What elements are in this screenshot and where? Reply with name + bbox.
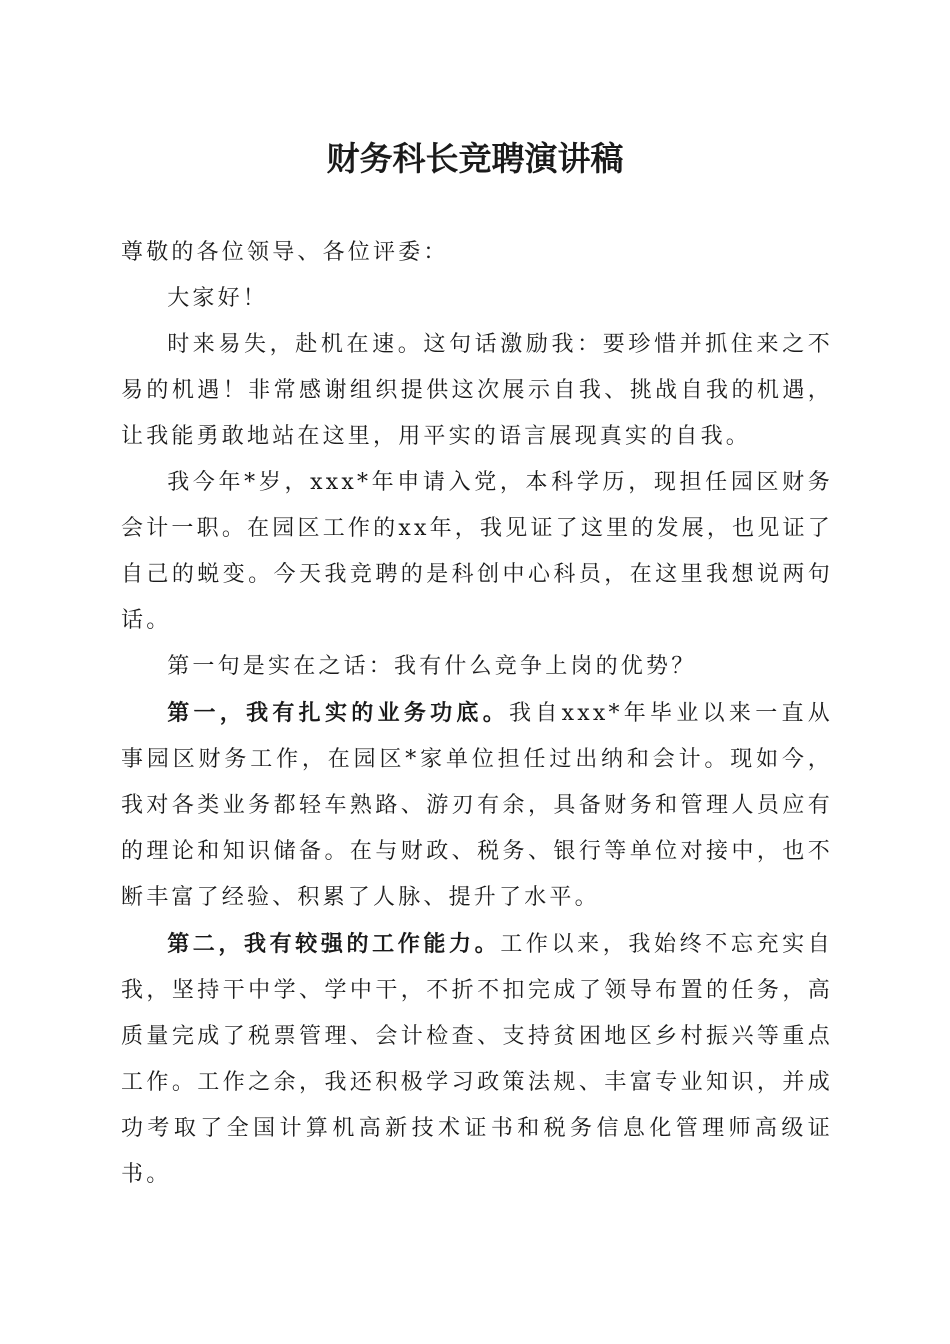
paragraph-advantage-one [121, 690, 833, 921]
document-title: 财务科长竞聘演讲稿 [326, 139, 624, 178]
greeting: 大家好！ [167, 286, 268, 311]
advantage-one-lead: 第一，我有扎实的业务功底。 [167, 700, 510, 726]
advantage-two-lead: 第二，我有较强的工作能力。 [167, 931, 501, 957]
paragraph-background: 我今年*岁，xxx*年申请入党，本科学历，现担任园区财务会计一职。在园区工作的xx年，我见证了这里的发展，也见证了自己的蜕变。今天我竞聘的是科创中心科员，在这里我想说两句话。 [121, 470, 833, 633]
advantage-two-text: 工作以来，我始终不忘充实自我，坚持干中学、学中干，不折不扣完成了领导布置的任务，高质量完成了税票管理、会计检查、支持贫困地区乡村振兴等重点工作。工作之余，我还积极学习政策法规、丰富专业知识，并成功考取了全国计算机高新技术证书和税务信息化管理师高级证书。 [121, 932, 833, 1187]
paragraph-advantage-two [121, 921, 833, 1198]
document-body [121, 230, 833, 1198]
paragraph-first-point-heading: 第一句是实在之话：我有什么竞争上岗的优势？ [167, 654, 697, 679]
paragraph-intro: 时来易失，赴机在速。这句话激励我：要珍惜并抓住来之不易的机遇！非常感谢组织提供这次展示自我、挑战自我的机遇，让我能勇敢地站在这里，用平实的语言展现真实的自我。 [121, 332, 833, 449]
salutation: 尊敬的各位领导、各位评委： [121, 240, 449, 265]
advantage-one-text: 我自xxx*年毕业以来一直从事园区财务工作，在园区*家单位担任过出纳和会计。现如今，我对各类业务都轻车熟路、游刃有余，具备财务和管理人员应有的理论和知识储备。在与财政、税务、银行等单位对接中，也不断丰富了经验、积累了人脉、提升了水平。 [121, 701, 833, 910]
